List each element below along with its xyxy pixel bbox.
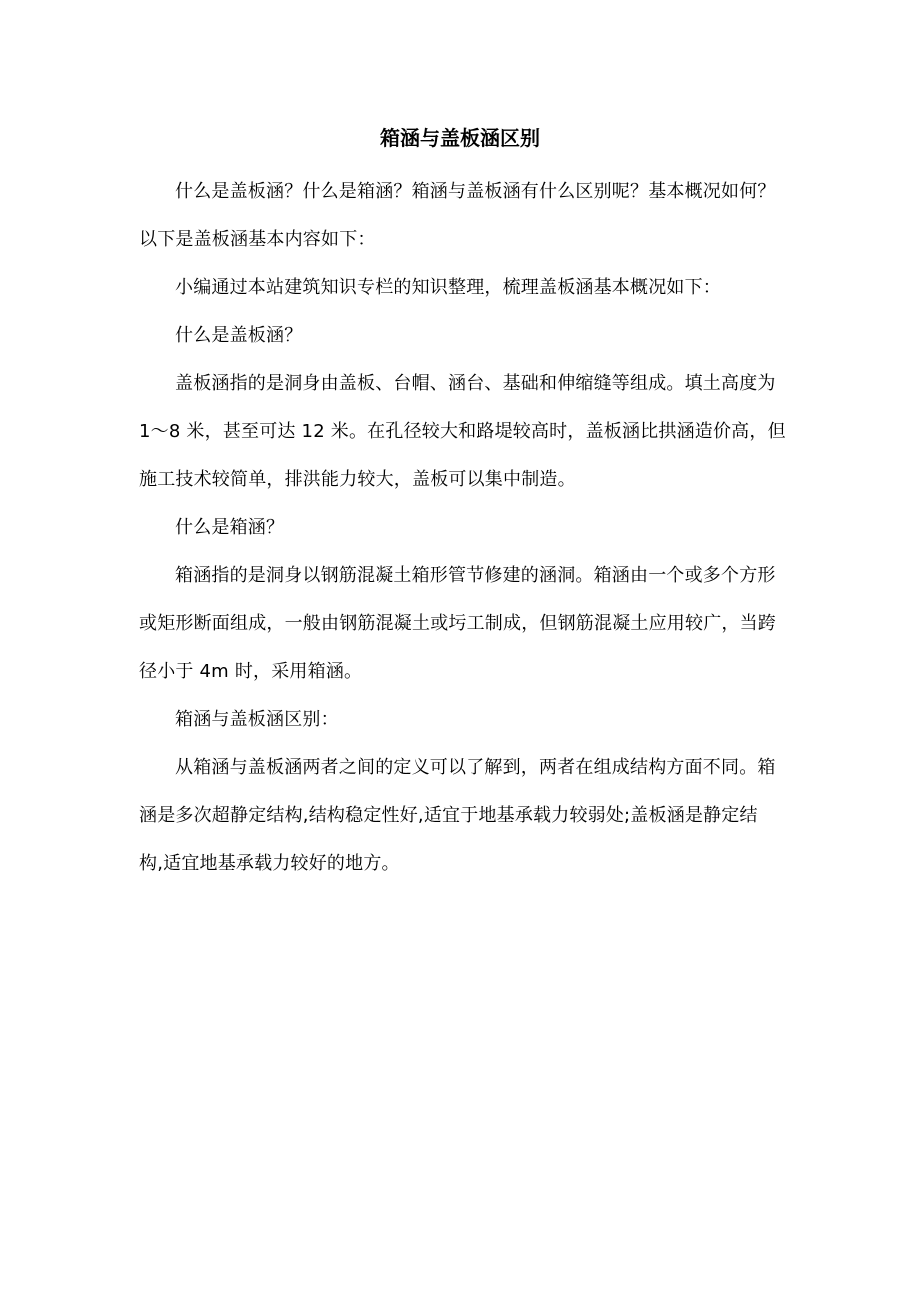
document-body xyxy=(139,168,799,888)
paragraph-line: 1～8 米，甚至可达 12 米。在孔径较大和路堤较高时，盖板涵比拱涵造价高，但 xyxy=(139,421,786,442)
paragraph-line: 从箱涵与盖板涵两者之间的定义可以了解到，两者在组成结构方面不同。箱 xyxy=(175,757,776,778)
paragraph-line: 小编通过本站建筑知识专栏的知识整理，梳理盖板涵基本概况如下： xyxy=(175,277,721,298)
paragraph xyxy=(139,744,799,888)
paragraph-line: 箱涵指的是洞身以钢筋混凝土箱形管节修建的涵洞。箱涵由一个或多个方形 xyxy=(175,565,776,586)
paragraph xyxy=(139,696,799,744)
paragraph-line: 以下是盖板涵基本内容如下： xyxy=(139,229,376,250)
paragraph-line: 或矩形断面组成，一般由钢筋混凝土或圬工制成，但钢筋混凝土应用较广，当跨 xyxy=(139,613,776,634)
document-title: 箱涵与盖板涵区别 xyxy=(380,126,540,150)
paragraph-line: 箱涵与盖板涵区别： xyxy=(175,709,339,730)
paragraph-line: 径小于 4m 时，采用箱涵。 xyxy=(139,661,363,682)
paragraph xyxy=(139,552,799,696)
paragraph xyxy=(139,264,799,312)
paragraph-line: 构,适宜地基承载力较好的地方。 xyxy=(139,853,400,874)
paragraph-line: 什么是箱涵？ xyxy=(175,517,285,538)
paragraph-line: 盖板涵指的是洞身由盖板、台帽、涵台、基础和伸缩缝等组成。填土高度为 xyxy=(175,373,776,394)
paragraph xyxy=(139,312,799,360)
paragraph-line: 什么是盖板涵？什么是箱涵？箱涵与盖板涵有什么区别呢？基本概况如何？ xyxy=(175,181,776,202)
paragraph xyxy=(139,168,799,264)
paragraph-line: 施工技术较简单，排洪能力较大，盖板可以集中制造。 xyxy=(139,469,576,490)
paragraph xyxy=(139,360,799,504)
paragraph-line: 涵是多次超静定结构,结构稳定性好,适宜于地基承载力较弱处;盖板涵是静定结 xyxy=(139,805,758,826)
paragraph-line: 什么是盖板涵？ xyxy=(175,325,303,346)
paragraph xyxy=(139,504,799,552)
